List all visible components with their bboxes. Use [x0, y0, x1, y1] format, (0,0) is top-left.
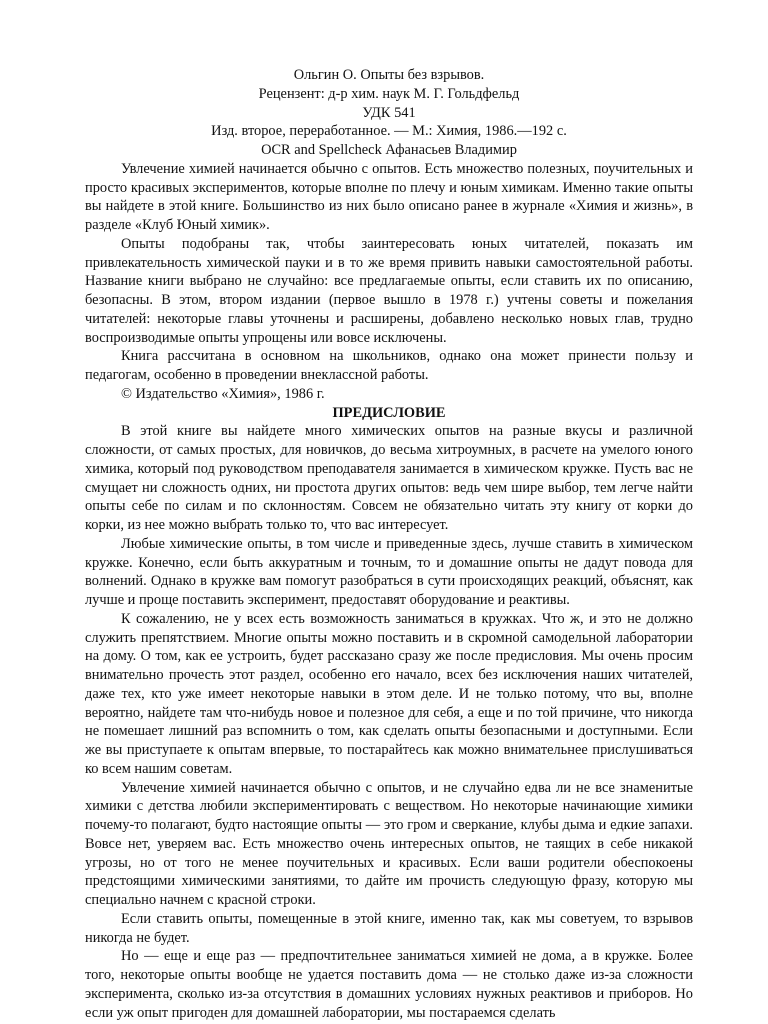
- ocr-credit-line: OCR and Spellcheck Афанасьев Владимир: [261, 142, 517, 158]
- edition-line: Изд. второе, переработанное. — М.: Химия, 1986.—192 с.: [211, 123, 567, 140]
- copyright-line: © Издательство «Химия», 1986 г.: [121, 385, 325, 402]
- annotation-paragraph: Увлечение химией начинается обычно с опытов. Есть множество полезных, поучительных и просто красивых экспериментов, которые вполне по плечу и юным химикам. Именно такие опыты вы найдете в этой книге. Большинство из них было описано ранее в журнале «Химия и жизнь», в разделе «Клуб Юный химик».: [85, 160, 693, 233]
- reviewer-line: Рецензент: д-р хим. наук М. Г. Гольдфельд: [258, 85, 520, 102]
- preface-paragraph: В этой книге вы найдете много химических опытов на разные вкусы и различной сложности, от самых простых, для новичков, до весьма хитроумных, в расчете на умелого юного химика, который под руководством преподавателя занимается в химическом кружке. Пусть вас не смущает ни сложность одних, ни простота других опытов: ведь чем шире выбор, тем легче найти опыты себе по силам и по склонностям. Совсем не обязательно читать эту книгу от корки до корки, из нее можно выбрать только то, что вас интересует.: [85, 423, 693, 533]
- udc-line: УДК 541: [362, 104, 416, 121]
- preface-paragraph: Любые химические опыты, в том числе и приведенные здесь, лучше ставить в химическом кружке. Конечно, если быть аккуратным и точным, то и домашние опыты не дадут повода для волнений. Однако в кружке вам помогут разобраться в сути происходящих реакций, объяснят, как лучше и проще поставить эксперимент, предоставят оборудование и реактивы.: [85, 535, 693, 608]
- preface-heading: ПРЕДИСЛОВИЕ: [332, 404, 446, 421]
- document-text: [85, 66, 693, 1022]
- preface-paragraph: К сожалению, не у всех есть возможность заниматься в кружках. Что ж, и это не должно служить препятствием. Многие опыты можно поставить и в скромной самодельной лаборатории на дому. О том, как ее устроить, будет рассказано сразу же после предисловия. Мы очень просим внимательно прочесть этот раздел, особенно его начало, всех без исключения наших читателей, даже тех, кто уже имеет некоторые навыки в этом деле. И не только потому, что вы, вполне вероятно, найдете там что-нибудь новое и полезное для себя, а еще и по той причине, что никогда не помешает лишний раз вспомнить о том, как сделать опыты безопасными и доступными. Если же вы приступаете к опытам впервые, то постарайтесь как можно внимательнее прислушиваться ко всем нашим советам.: [85, 610, 693, 777]
- preface-paragraph: Но — еще и еще раз — предпочтительнее заниматься химией не дома, а в кружке. Более того, некоторые опыты вообще не удается поставить дома — не столько даже из-за сложности эксперимента, сколько из-за отсутствия в домашних условиях нужных реактивов и приборов. Но если уж опыт пригоден для домашней лаборатории, мы постараемся сделать: [85, 948, 693, 1021]
- annotation-paragraph: Опыты подобраны так, чтобы заинтересовать юных читателей, показать им привлекательность химической пауки и в то же время привить навыки самостоятельной работы. Название книги выбрано не случайно: все предлагаемые опыты, если ставить их по описанию, безопасны. В этом, втором издании (первое вышло в 1978 г.) учтены советы и пожелания читателей: некоторые главы уточнены и расширены, добавлено несколько новых глав, трудно воспроизводимые опыты упрощены или вовсе исключены.: [85, 235, 693, 346]
- preface-paragraph: Увлечение химией начинается обычно с опытов, и не случайно едва ли не все знаменитые химики с детства любили экспериментировать с веществом. Но некоторые начинающие химики почему-то полагают, будто настоящие опыты — это гром и сверкание, клубы дыма и едкие запахи. Вовсе нет, уверяем вас. Есть множество очень интересных опытов, не таящих в себе никакой угрозы, но от того не менее поучительных и красивых. Если ваши родители обеспокоены предстоящими химическими занятиями, то дайте им прочисть следующую фразу, которую мы специально начнем с красной строки.: [85, 779, 693, 908]
- book-title-line: Ольгин О. Опыты без взрывов.: [293, 67, 485, 83]
- preface-paragraph: Если ставить опыты, помещенные в этой книге, именно так, как мы советуем, то взрывов никогда не будет.: [85, 910, 693, 946]
- annotation-paragraph: Книга рассчитана в основном на школьников, однако она может принести пользу и педагогам, особенно в проведении внеклассной работы.: [85, 348, 693, 383]
